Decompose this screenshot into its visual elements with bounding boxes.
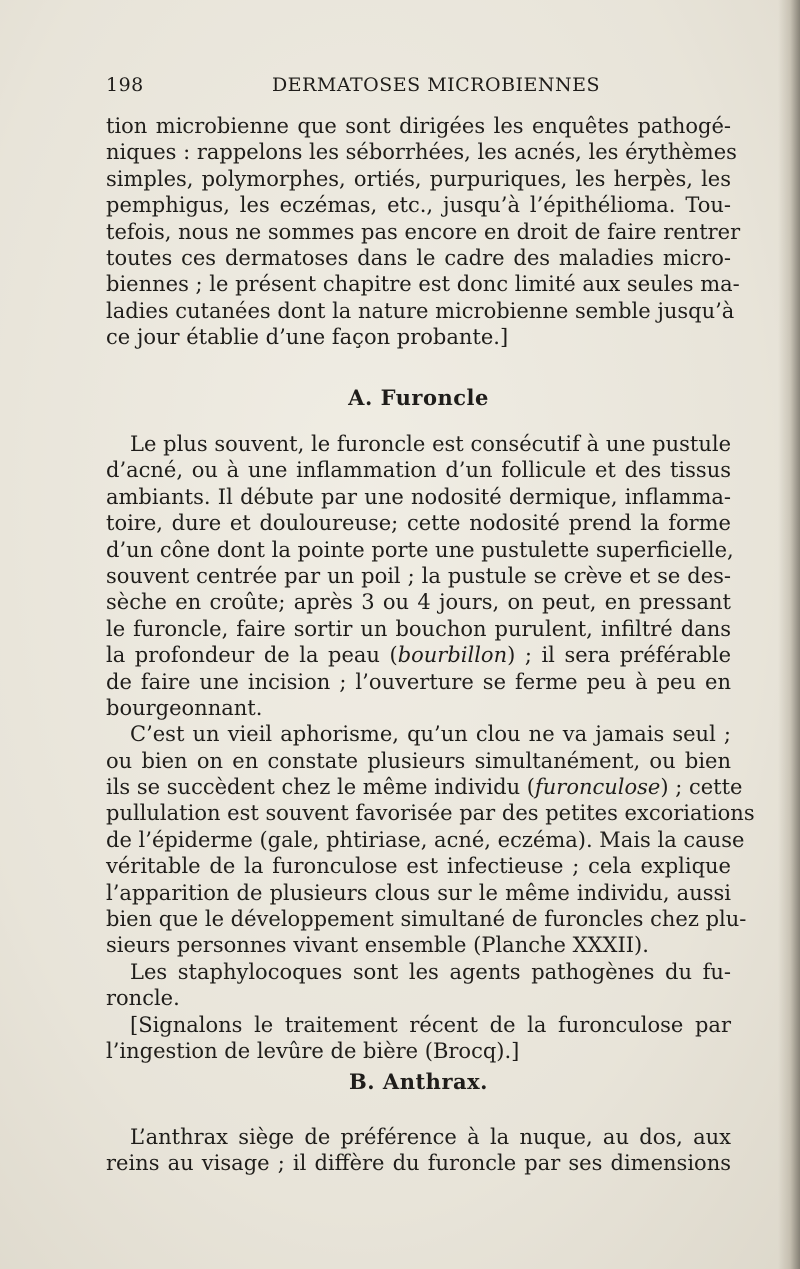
text-line: ou bien on en constate plusieurs simultanément, ou bien bbox=[106, 748, 731, 773]
text-line: le furoncle, faire sortir un bouchon purulent, infiltré dans bbox=[106, 616, 731, 641]
text-line: véritable de la furonculose est infectieuse ; cela explique bbox=[106, 854, 731, 879]
section-heading-furoncle: A. Furoncle bbox=[348, 385, 489, 410]
text-line: L’anthrax siège de préférence à la nuque, au dos, aux bbox=[130, 1125, 731, 1149]
text-line: C’est un vieil aphorisme, qu’un clou ne va jamais seul ; bbox=[130, 722, 731, 747]
text-line: bourgeonnant. bbox=[106, 695, 263, 720]
text-line: de l’épiderme (gale, phtiriase, acné, eczéma). Mais la cause bbox=[106, 827, 745, 852]
text-line: ambiants. Il débute par une nodosité dermique, inflamma- bbox=[106, 484, 731, 509]
text-line: tefois, nous ne sommes pas encore en droit de faire rentrer bbox=[106, 219, 741, 244]
text-line: pemphigus, les eczémas, etc., jusqu’à l’épithélioma. Tou- bbox=[106, 193, 731, 218]
text-fragment: ) ; il sera préférable bbox=[507, 643, 732, 668]
text-line: bien que le développement simultané de furoncles chez plu- bbox=[106, 907, 747, 932]
text-line: [Signalons le traitement récent de la furonculose par bbox=[130, 1012, 731, 1037]
section-a-body bbox=[106, 431, 755, 1064]
text-line: sieurs personnes vivant ensemble (Planche XXXII). bbox=[106, 933, 649, 958]
section-b-body bbox=[106, 1124, 731, 1177]
text-line: roncle. bbox=[106, 986, 180, 1011]
section-heading-anthrax: B. Anthrax. bbox=[349, 1069, 488, 1094]
text-line: tion microbienne que sont dirigées les enquêtes pathogé- bbox=[106, 114, 731, 138]
text-line bbox=[106, 774, 743, 800]
text-line bbox=[106, 642, 731, 668]
text-line: toire, dure et douloureuse; cette nodosité prend la forme bbox=[106, 511, 731, 536]
text-line: Les staphylocoques sont les agents pathogènes du fu- bbox=[130, 959, 731, 984]
text-line: toutes ces dermatoses dans le cadre des maladies micro- bbox=[106, 245, 731, 270]
text-line: l’apparition de plusieurs clous sur le même individu, aussi bbox=[106, 880, 731, 905]
text-line: d’acné, ou à une inflammation d’un follicule et des tissus bbox=[106, 458, 731, 483]
text-line: ladies cutanées dont la nature microbienne semble jusqu’à bbox=[106, 298, 735, 323]
text-line: Le plus souvent, le furoncle est consécutif à une pustule bbox=[130, 432, 731, 456]
page-edge-shadow bbox=[778, 0, 800, 1269]
running-header bbox=[106, 74, 736, 104]
intro-paragraph bbox=[106, 113, 741, 351]
text-fragment: la profondeur de la peau ( bbox=[106, 643, 398, 668]
text-line: niques : rappelons les séborrhées, les acnés, les érythèmes bbox=[106, 140, 737, 165]
page-number: 198 bbox=[106, 74, 144, 96]
text-line: l’ingestion de levûre de bière (Brocq).] bbox=[106, 1038, 520, 1063]
italic-term: furonculose bbox=[534, 775, 661, 800]
text-line: ce jour établie d’une façon probante.] bbox=[106, 325, 509, 350]
text-line: reins au visage ; il diffère du furoncle par ses dimensions bbox=[106, 1151, 731, 1176]
text-fragment: ) ; cette bbox=[660, 775, 743, 800]
text-line: pullulation est souvent favorisée par des petites excoriations bbox=[106, 801, 755, 826]
italic-term: bourbillon bbox=[397, 643, 508, 668]
text-fragment: ils se succèdent chez le même individu ( bbox=[106, 775, 535, 800]
running-title: DERMATOSES MICROBIENNES bbox=[271, 74, 601, 96]
text-line: de faire une incision ; l’ouverture se ferme peu à peu en bbox=[106, 669, 731, 694]
text-line: sèche en croûte; après 3 ou 4 jours, on peut, en pressant bbox=[106, 590, 731, 615]
text-line: simples, polymorphes, ortiés, purpuriques, les herpès, les bbox=[106, 166, 731, 191]
text-line: souvent centrée par un poil ; la pustule se crève et se des- bbox=[106, 563, 731, 588]
text-line: biennes ; le présent chapitre est donc limité aux seules ma- bbox=[106, 272, 740, 297]
text-line: d’un cône dont la pointe porte une pustulette superficielle, bbox=[106, 537, 734, 562]
